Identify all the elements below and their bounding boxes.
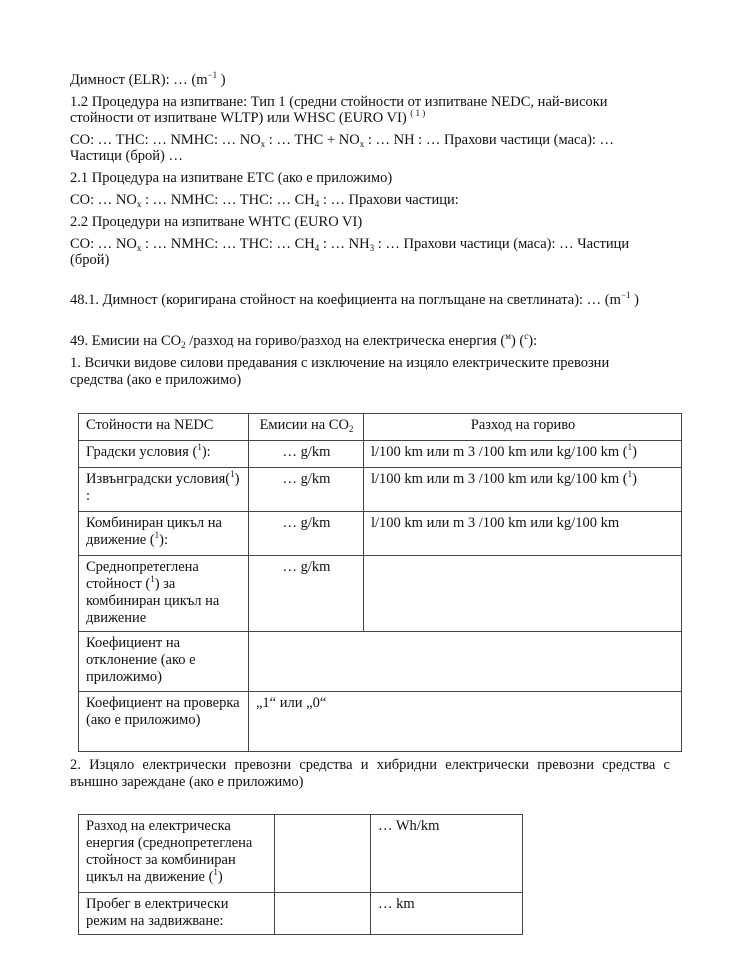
nedc-values-table: [78, 413, 682, 752]
p49-item2: 2. Изцяло електрически превозни средства и хибридни електрически превозни средства с външно зареждане (ако е приложимо): [70, 757, 670, 790]
text: CO: … NO: [70, 236, 137, 252]
text: ): [217, 72, 226, 88]
footnote-ref: 1: [627, 442, 633, 452]
co2-value: … g/km: [249, 441, 364, 468]
table-row: [79, 468, 682, 512]
text: Димност (ELR): … (m: [70, 72, 208, 88]
header-cell: Разход на гориво: [364, 414, 682, 441]
text: ):: [159, 532, 169, 548]
middle-cell: [275, 815, 371, 893]
text: : … NH : … Прахови частици (маса): …: [364, 132, 615, 148]
row-label: [79, 556, 249, 632]
p12-title-line2: [70, 110, 425, 127]
co2-value: … g/km: [249, 468, 364, 512]
text: 49. Емисии на CO: [70, 333, 182, 349]
text: ): [217, 869, 223, 885]
text: ):: [528, 333, 538, 349]
text: : … NH: [319, 236, 370, 252]
footnote-ref: ( 1 ): [410, 108, 426, 118]
p49-title: [70, 333, 537, 350]
fuel-value: [364, 468, 682, 512]
text: Разход на електрическа енергия (среднопретеглена стойност за комбиниран цикъл на движение (: [86, 818, 253, 885]
fuel-value: [364, 556, 682, 632]
deviation-value: [249, 632, 682, 692]
p21-values: [70, 192, 459, 209]
footnote-ref: м: [505, 331, 511, 341]
row-label: Коефициент на отклонение (ако е приложимо): [79, 632, 249, 692]
table-row: [79, 632, 682, 692]
middle-cell: [275, 893, 371, 935]
co2-value: … g/km: [249, 556, 364, 632]
text: Комбиниран цикъл на движение (: [86, 515, 222, 548]
text: ): [632, 444, 637, 460]
text: CO: … THC: … NMHC: … NO: [70, 132, 261, 148]
text: : … THC + NO: [265, 132, 360, 148]
footnote-ref: с: [524, 331, 529, 341]
electric-vehicle-table: [78, 814, 523, 935]
header-cell: Стойности на NEDC: [79, 414, 249, 441]
text: : … Прахови частици:: [319, 192, 459, 208]
p22-title: 2.2 Процедури на изпитване WHTC (EURO VI): [70, 214, 363, 230]
table-row: [79, 512, 682, 556]
text: ): [630, 292, 639, 308]
subscript: 2: [181, 340, 186, 350]
energy-value: … Wh/km: [371, 815, 523, 893]
verification-value: „1“ или „0“: [249, 692, 682, 752]
text: CO: … NO: [70, 192, 137, 208]
text: : … NMHC: … THC: … CH: [141, 192, 315, 208]
text: Емисии на CO: [259, 417, 349, 433]
row-label: [79, 512, 249, 556]
table-row: [79, 893, 523, 935]
text: /разход на гориво/разход на електрическа енергия (: [185, 333, 506, 349]
p12-title-line1: 1.2 Процедура на изпитване: Тип 1 (средни стойности от изпитване NEDC, най-високи: [70, 94, 608, 110]
table-row: [79, 556, 682, 632]
text: стойности от изпитване WLTP) или WHSC (EURO VI): [70, 110, 407, 126]
table-row: [79, 815, 523, 893]
text: Среднопретеглена стойност (: [86, 559, 199, 592]
subscript: x: [359, 139, 365, 149]
row-label: Коефициент на проверка (ако е приложимо): [79, 692, 249, 752]
subscript: x: [136, 243, 142, 253]
table-row: [79, 441, 682, 468]
row-label: [79, 815, 275, 893]
p21-title: 2.1 Процедура на изпитване ETC (ако е приложимо): [70, 170, 393, 186]
subscript: x: [136, 199, 142, 209]
text: ):: [201, 444, 211, 460]
text: : … Прахови частици (маса): … Частици: [374, 236, 630, 252]
p22-values-line1: [70, 236, 629, 253]
text: Извънградски условия(: [86, 471, 231, 487]
p12-values-line2: Частици (брой) …: [70, 148, 183, 164]
superscript: −1: [620, 290, 631, 300]
subscript: 4: [314, 199, 320, 209]
p12-values-line1: [70, 132, 614, 149]
smoke-elr-line: [70, 72, 226, 89]
subscript: 4: [314, 243, 320, 253]
text: Градски условия (: [86, 444, 198, 460]
footnote-ref: 1: [150, 574, 155, 584]
footnote-ref: 1: [230, 469, 235, 479]
subscript: 2: [348, 424, 354, 434]
text: ) за комбиниран цикъл на движение: [86, 576, 220, 626]
p49-item1: 1. Всички видове силови предавания с изключение на изцяло електрическите превозни средства (ако е приложимо): [70, 355, 610, 388]
text: ) :: [86, 471, 240, 504]
text: : … NMHC: … THC: … CH: [141, 236, 315, 252]
co2-value: … g/km: [249, 512, 364, 556]
footnote-ref: 1: [154, 530, 160, 540]
subscript: x: [260, 139, 266, 149]
p22-values-line2: (брой): [70, 252, 110, 268]
text: ) (: [510, 333, 525, 349]
text: l/100 km или m 3 /100 km или kg/100 km (: [371, 444, 628, 460]
footnote-ref: 1: [197, 442, 202, 452]
footnote-ref: 1: [627, 469, 633, 479]
fuel-value: [364, 441, 682, 468]
p481-smoke-corrected: [70, 292, 639, 309]
subscript: 3: [369, 243, 375, 253]
text: ): [632, 471, 637, 487]
table-header-row: [79, 414, 682, 441]
range-value: … km: [371, 893, 523, 935]
fuel-value: l/100 km или m 3 /100 km или kg/100 km: [364, 512, 682, 556]
footnote-ref: 1: [213, 867, 218, 877]
row-label: [79, 468, 249, 512]
text: 48.1. Димност (коригирана стойност на коефициента на поглъщане на светлината): … (m: [70, 292, 621, 308]
row-label: Пробег в електрически режим на задвижване:: [79, 893, 275, 935]
text: l/100 km или m 3 /100 km или kg/100 km (: [371, 471, 628, 487]
row-label: [79, 441, 249, 468]
superscript: −1: [207, 70, 218, 80]
header-cell: [249, 414, 364, 441]
table-row: [79, 692, 682, 752]
